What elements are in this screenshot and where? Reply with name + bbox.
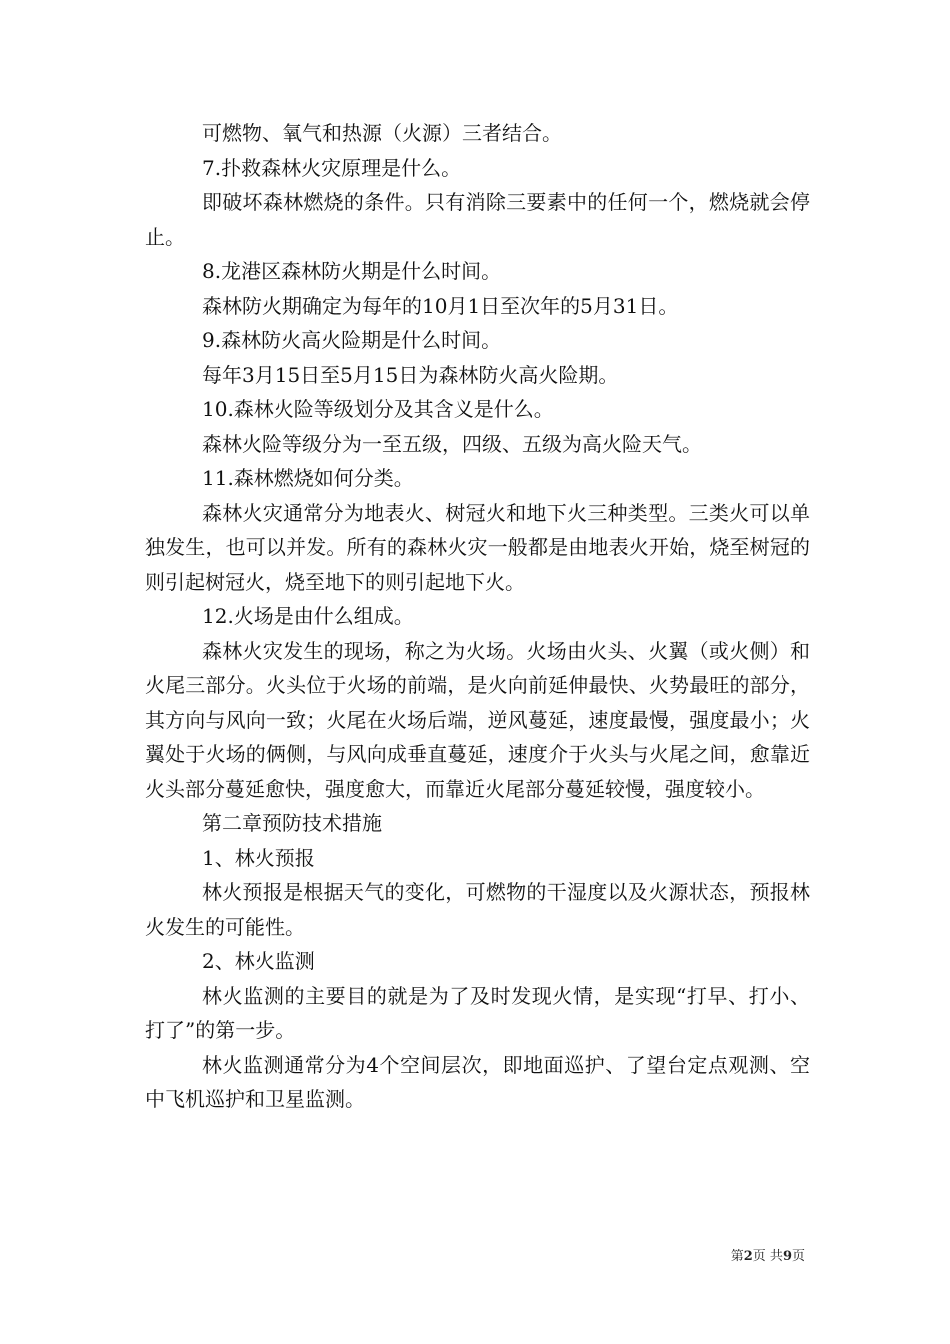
question-heading: 10.森林火险等级划分及其含义是什么。 [202, 397, 554, 421]
footer-prefix: 第 [730, 1249, 744, 1264]
paragraph: 森林火灾通常分为地表火、树冠火和地下火三种类型。三类火可以单独发生，也可以并发。所有的森林火灾一般都是由地表火开始，烧至树冠的则引起树冠火，烧至地下的则引起地下火。 [145, 500, 810, 594]
question-heading: 9.森林防火高火险期是什么时间。 [202, 328, 502, 352]
current-page-number: 2 [743, 1249, 753, 1264]
paragraph: 即破坏森林燃烧的条件。只有消除三要素中的任何一个，燃烧就会停止。 [145, 190, 810, 249]
paragraph: 森林火险等级分为一至五级，四级、五级为高火险天气。 [202, 431, 702, 456]
chapter-heading: 第二章预防技术措施 [202, 811, 382, 835]
paragraph: 可燃物、氧气和热源（火源）三者结合。 [202, 121, 562, 145]
section-heading: 1、林火预报 [202, 845, 315, 870]
paragraph: 森林防火期确定为每年的10月1日至次年的5月31日。 [202, 293, 679, 318]
question-heading: 8.龙港区森林防火期是什么时间。 [202, 259, 502, 283]
paragraph: 林火监测的主要目的就是为了及时发现火情，是实现“打早、打小、打了”的第一步。 [145, 983, 810, 1042]
footer-suffix: 页 [791, 1249, 805, 1264]
paragraph: 每年3月15日至5月15日为森林防火高火险期。 [202, 362, 619, 387]
question-heading: 7.扑救森林火灾原理是什么。 [202, 155, 462, 180]
paragraph: 林火监测通常分为4个空间层次，即地面巡护、了望台定点观测、空中飞机巡护和卫星监测。 [145, 1052, 810, 1111]
page-footer [731, 1248, 805, 1266]
section-heading: 2、林火监测 [202, 949, 315, 973]
question-heading: 12.火场是由什么组成。 [202, 604, 414, 628]
total-page-number: 9 [782, 1249, 792, 1264]
document-body [145, 116, 810, 1117]
footer-middle: 页 共 [752, 1249, 783, 1264]
paragraph: 森林火灾发生的现场，称之为火场。火场由火头、火翼（或火侧）和火尾三部分。火头位于火场的前端，是火向前延伸最快、火势最旺的部分，其方向与风向一致；火尾在火场后端，逆风蔓延，速度最慢，强度最小；火翼处于火场的俩侧，与风向成垂直蔓延，速度介于火头与火尾之间，愈靠近火头部分蔓延愈快，强度愈大，而靠近火尾部分蔓延较慢，强度较小。 [145, 638, 810, 801]
paragraph: 林火预报是根据天气的变化，可燃物的干湿度以及火源状态，预报林火发生的可能性。 [145, 880, 810, 939]
question-heading: 11.森林燃烧如何分类。 [202, 466, 414, 490]
